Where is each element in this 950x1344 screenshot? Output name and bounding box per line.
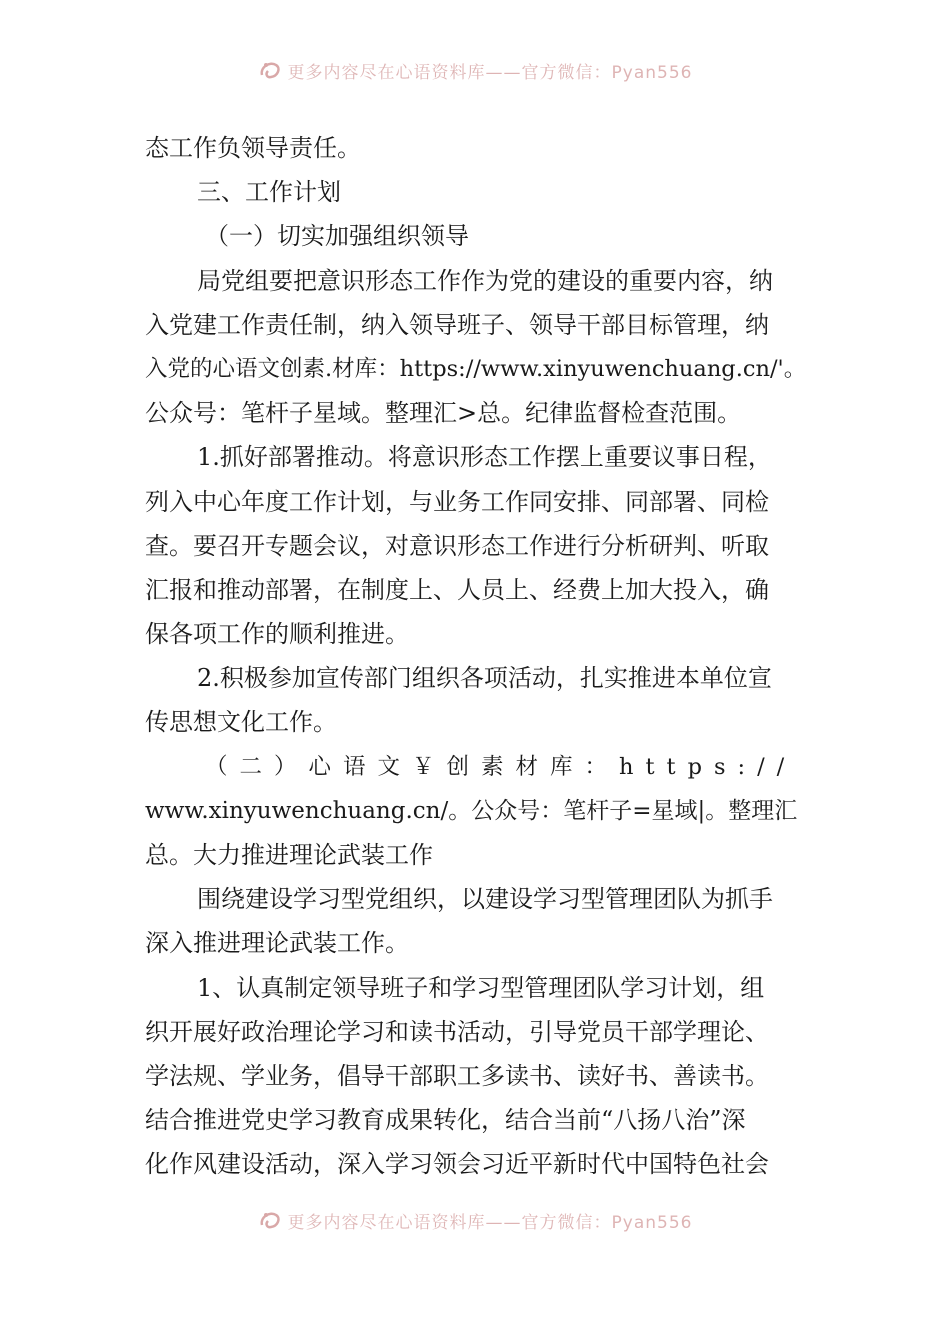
text-line: 态工作负领导责任。 [145, 134, 361, 162]
text-line: 查。要召开专题会议，对意识形态工作进行分析研判、听取 [145, 531, 769, 560]
logo-icon [258, 59, 284, 81]
text-line: 围绕建设学习型党组织，以建设学习型管理团队为抓手 [197, 885, 773, 914]
text-line: 列入中心年度工作计划，与业务工作同安排、同部署、同检 [145, 487, 769, 516]
text-line: 保各项工作的顺利推进。 [145, 620, 409, 649]
logo-icon [258, 1209, 284, 1231]
subsection-heading: （二）心语文￥创素材库：https:// [205, 753, 797, 780]
text-line: 公众号：笔杆子星域。整理汇>总。纪律监督检查范围。 [145, 399, 742, 428]
text-line: 深入推进理论武装工作。 [145, 929, 409, 958]
text-line: 1.抓好部署推动。将意识形态工作摆上重要议事日程， [197, 443, 772, 472]
document-body [145, 126, 808, 1187]
text-line: 总。大力推进理论武装工作 [145, 841, 433, 869]
watermark-text: 更多内容尽在心语资料库——官方微信：Pyan556 [287, 62, 693, 83]
text-line: 织开展好政治理论学习和读书活动，引导党员干部学理论、 [145, 1017, 769, 1046]
text-line: www.xinyuwenchuang.cn/。公众号：笔杆子=星域|。整理汇 [145, 797, 798, 824]
text-line: 传思想文化工作。 [145, 708, 337, 737]
text-line: 局党组要把意识形态工作作为党的建设的重要内容，纳 [197, 266, 773, 295]
watermark-footer [0, 1208, 950, 1232]
section-heading: 三、工作计划 [197, 178, 341, 207]
text-line: 2.积极参加宣传部门组织各项活动，扎实推进本单位宣 [197, 664, 772, 693]
text-line: 入党的心语文创素.材库：https://www.xinyuwenchuang.cn/'。 [145, 355, 807, 382]
subsection-heading: （一）切实加强组织领导 [205, 222, 469, 251]
text-line: 汇报和推动部署，在制度上、人员上、经费上加大投入，确 [145, 575, 769, 604]
text-line: 化作风建设活动，深入学习领会习近平新时代中国特色社会 [145, 1150, 769, 1179]
watermark-text: 更多内容尽在心语资料库——官方微信：Pyan556 [287, 1212, 693, 1233]
text-line: 学法规、学业务，倡导干部职工多读书、读好书、善读书。 [145, 1061, 769, 1090]
text-line: 1、认真制定领导班子和学习型管理团队学习计划，组 [197, 973, 765, 1002]
watermark-header [0, 58, 950, 82]
text-line: 入党建工作责任制，纳入领导班子、领导干部目标管理，纳 [145, 310, 769, 339]
text-line: 结合推进党史学习教育成果转化，结合当前“八扬八治”深 [145, 1106, 746, 1135]
